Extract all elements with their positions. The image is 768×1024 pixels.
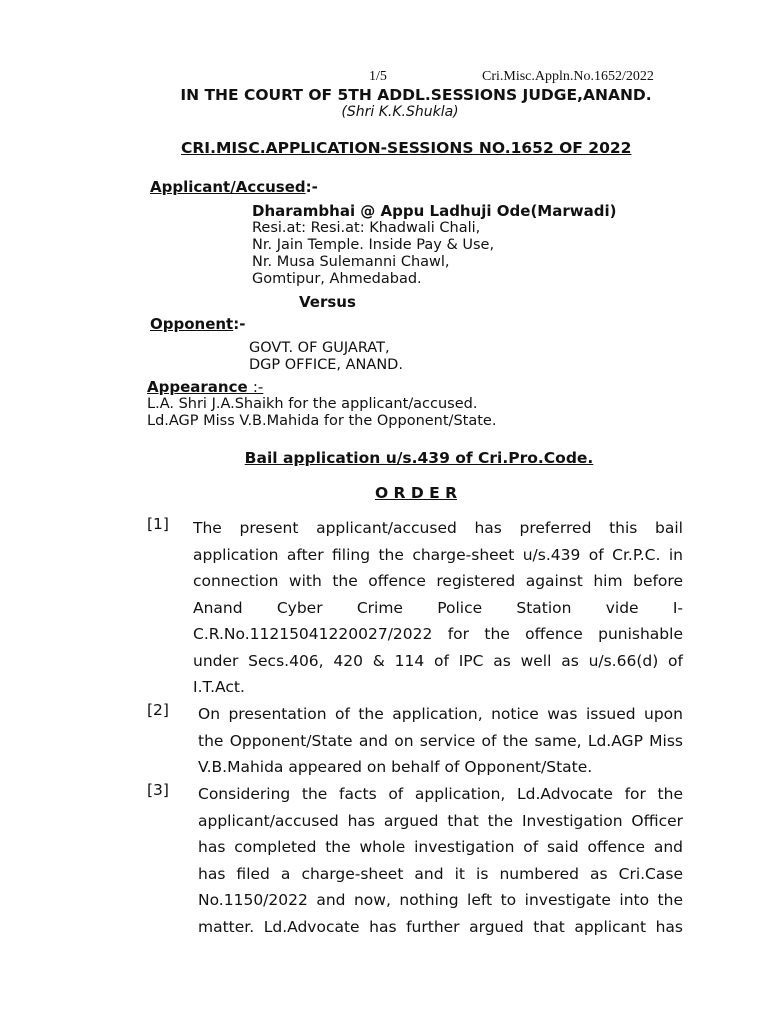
opponent-label: Opponent:-: [150, 315, 246, 333]
applicant-label: Applicant/Accused:-: [150, 178, 318, 196]
court-title: IN THE COURT OF 5TH ADDL.SESSIONS JUDGE,ANAND.: [180, 86, 652, 104]
page-number: 1/5: [369, 69, 387, 84]
para-number: [1]: [147, 515, 169, 533]
appearance-line: Ld.AGP Miss V.B.Mahida for the Opponent/State.: [147, 413, 497, 429]
paragraph-3: Considering the facts of application, Ld.Advocate for the applicant/accused has argued that the Investigation Officer has completed the whole investigation of said offence and has filed a charge-sheet and it is numbered as Cri.Case No.1150/2022 and now, nothing left to investigate into the matter. Ld.Advocate has further argued that applicant has: [198, 785, 683, 936]
opponent-details: [249, 340, 403, 374]
paragraph-2: On presentation of the application, notice was issued upon the Opponent/State and on service of the same, Ld.AGP Miss V.B.Mahida appeared on behalf of Opponent/State.: [198, 705, 683, 776]
paragraph-1: The present applicant/accused has preferred this bail application after filing the charge-sheet u/s.439 of Cr.P.C. in connection with the offence registered against him before Anand Cyber Crime Police Station vide I-C.R.No.11215041220027/2022 for the offence punishable under Secs.406, 420 & 114 of IPC as well as u/s.66(d) of I.T.Act.: [193, 519, 683, 696]
case-reference: Cri.Misc.Appln.No.1652/2022: [482, 69, 654, 84]
case-title: CRI.MISC.APPLICATION-SESSIONS NO.1652 OF 2022: [181, 139, 632, 157]
applicant-address: [252, 220, 494, 288]
versus-label: Versus: [299, 293, 356, 311]
opponent-line: GOVT. OF GUJARAT,: [249, 340, 390, 356]
address-line: Gomtipur, Ahmedabad.: [252, 271, 422, 287]
appearance-details: [147, 396, 496, 430]
judge-name: (Shri K.K.Shukla): [341, 104, 459, 120]
address-line: Nr. Jain Temple. Inside Pay & Use,: [252, 237, 495, 253]
appearance-line: L.A. Shri J.A.Shaikh for the applicant/accused.: [147, 396, 478, 412]
bail-heading: Bail application u/s.439 of Cri.Pro.Code.: [244, 449, 594, 467]
opponent-line: DGP OFFICE, ANAND.: [249, 357, 403, 373]
applicant-name: Dharambhai @ Appu Ladhuji Ode(Marwadi): [252, 202, 617, 220]
para-number: [2]: [147, 701, 169, 719]
address-line: Nr. Musa Sulemanni Chawl,: [252, 254, 450, 270]
order-heading: O R D E R: [374, 484, 458, 502]
address-line: Resi.at: Resi.at: Khadwali Chali,: [252, 220, 481, 236]
appearance-label: Appearance :-: [147, 378, 264, 396]
para-number: [3]: [147, 781, 169, 799]
